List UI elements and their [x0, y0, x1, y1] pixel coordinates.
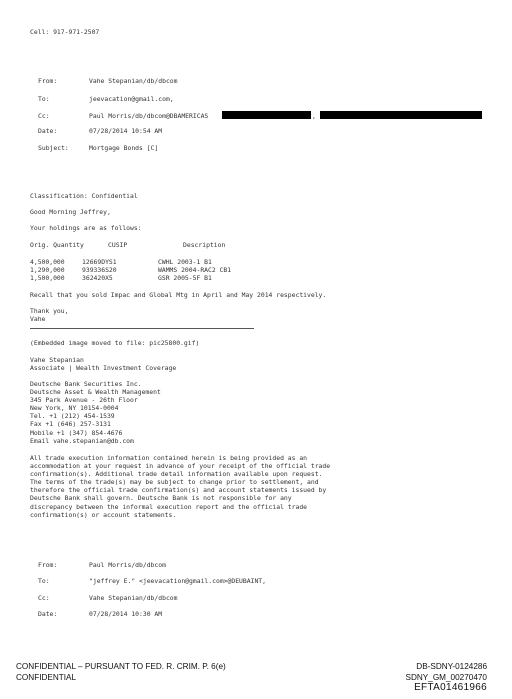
from-value: Vahe Stepanian/db/dbcom — [89, 77, 178, 85]
table-cell-quantity: 4,500,000 — [30, 258, 65, 266]
table-header-description: Description — [183, 241, 226, 249]
address-line: Deutsche Asset & Wealth Management — [30, 388, 161, 397]
disclaimer-line: therefore the official trade confirmation(s) and account statements issued by — [30, 486, 327, 495]
table-cell-description: CWHL 2003-1 B1 — [158, 258, 212, 266]
disclaimer-line: Deutsche Bank shall govern. Deutsche Bank is not responsible for any — [30, 494, 292, 503]
signoff-line: Vahe — [30, 315, 46, 323]
to-label: To: — [38, 577, 50, 585]
recall-line: Recall that you sold Impac and Global Mtg in April and May 2014 respectively. — [30, 291, 327, 299]
table-cell-quantity: 1,500,000 — [30, 274, 65, 282]
to-value: jeevacation@gmail.com, — [89, 95, 174, 103]
footer-bates-db: DB-SDNY-0124286 — [416, 662, 487, 671]
from-label: From: — [38, 77, 58, 85]
table-cell-description: WAMMS 2004-RAC2 CB1 — [158, 266, 232, 274]
cc-label: Cc: — [38, 112, 50, 120]
address-line: Deutsche Bank Securities Inc. — [30, 380, 142, 388]
from-label: From: — [38, 561, 58, 569]
address-line: Fax +1 (646) 257-3131 — [30, 420, 111, 429]
date-value: 07/28/2014 10:30 AM — [89, 610, 163, 618]
address-line: Email vahe.stepanian@db.com — [30, 436, 134, 445]
cell-phone-line: Cell: 917-971-2507 — [30, 28, 100, 36]
thanks-line: Thank you, — [30, 307, 69, 315]
table-cell-cusip: 12669DYS1 — [82, 258, 117, 266]
signature-title: Associate | Wealth Investment Coverage — [30, 364, 177, 372]
date-label: Date: — [38, 610, 58, 618]
table-cell-quantity: 1,290,000 — [30, 266, 65, 274]
disclaimer-line: The terms of the trade(s) may be subject to change prior to settlement, and — [30, 478, 319, 487]
disclaimer-line: accommodation at your request in advance of your receipt of the official trade — [30, 462, 331, 471]
table-cell-cusip: 939336S20 — [82, 266, 117, 274]
address-line: 345 Park Avenue - 26th Floor — [30, 396, 138, 405]
disclaimer-line: All trade execution information contained herein is being provided as an — [30, 454, 308, 462]
cc-value: Paul Morris/db/dbcom@DBAMERICAS — [89, 112, 209, 120]
cc-value: Vahe Stepanian/db/dbcom — [89, 594, 178, 602]
to-value: "jeffrey E." <jeevacation@gmail.com>@DEUBAINT, — [89, 577, 266, 585]
footer-bates-efta: EFTA01461966 — [414, 682, 487, 693]
classification-line: Classification: Confidential — [30, 192, 138, 200]
to-label: To: — [38, 95, 50, 103]
cc-suffix: , — [312, 112, 316, 120]
table-header-quantity: Orig. Quantity — [30, 241, 84, 249]
footer-bates-sdny: SDNY_GM_00270470 — [405, 673, 487, 682]
signature-name: Vahe Stepanian — [30, 356, 84, 364]
company-address-block — [30, 380, 161, 445]
date-value: 07/28/2014 10:54 AM — [89, 127, 163, 135]
footer-confidential-notice: CONFIDENTIAL – PURSUANT TO FED. R. CRIM. P. 6(e) — [16, 662, 226, 671]
footer-confidential-label: CONFIDENTIAL — [16, 673, 77, 682]
disclaimer-line: discrepancy between the informal execution report and the official trade — [30, 502, 308, 511]
disclaimer-line: confirmation(s). Additional trade detail information available upon request. — [30, 470, 323, 479]
disclaimer-block — [30, 454, 330, 519]
table-cell-description: GSR 2005-5F B1 — [158, 274, 212, 282]
subject-value: Mortgage Bonds [C] — [89, 144, 159, 152]
subject-label: Subject: — [38, 144, 69, 152]
from-value: Paul Morris/db/dbcom — [89, 561, 166, 569]
separator-line — [30, 328, 254, 329]
address-line: Tel. +1 (212) 454-1539 — [30, 412, 115, 421]
address-line: New York, NY 10154-0004 — [30, 404, 119, 413]
embedded-image-note: (Embedded image moved to file: pic25800.gif) — [30, 339, 200, 347]
table-header-cusip: CUSIP — [108, 241, 128, 249]
date-label: Date: — [38, 127, 58, 135]
holdings-intro: Your holdings are as follows: — [30, 224, 142, 232]
greeting-line: Good Morning Jeffrey, — [30, 208, 111, 216]
table-cell-cusip: 362420X5 — [82, 274, 113, 282]
cc-label: Cc: — [38, 594, 50, 602]
redaction-bar — [320, 111, 482, 119]
disclaimer-line: confirmation(s) or account statements. — [30, 510, 177, 519]
address-line: Mobile +1 (347) 854-4676 — [30, 428, 123, 437]
redaction-bar — [222, 111, 311, 119]
